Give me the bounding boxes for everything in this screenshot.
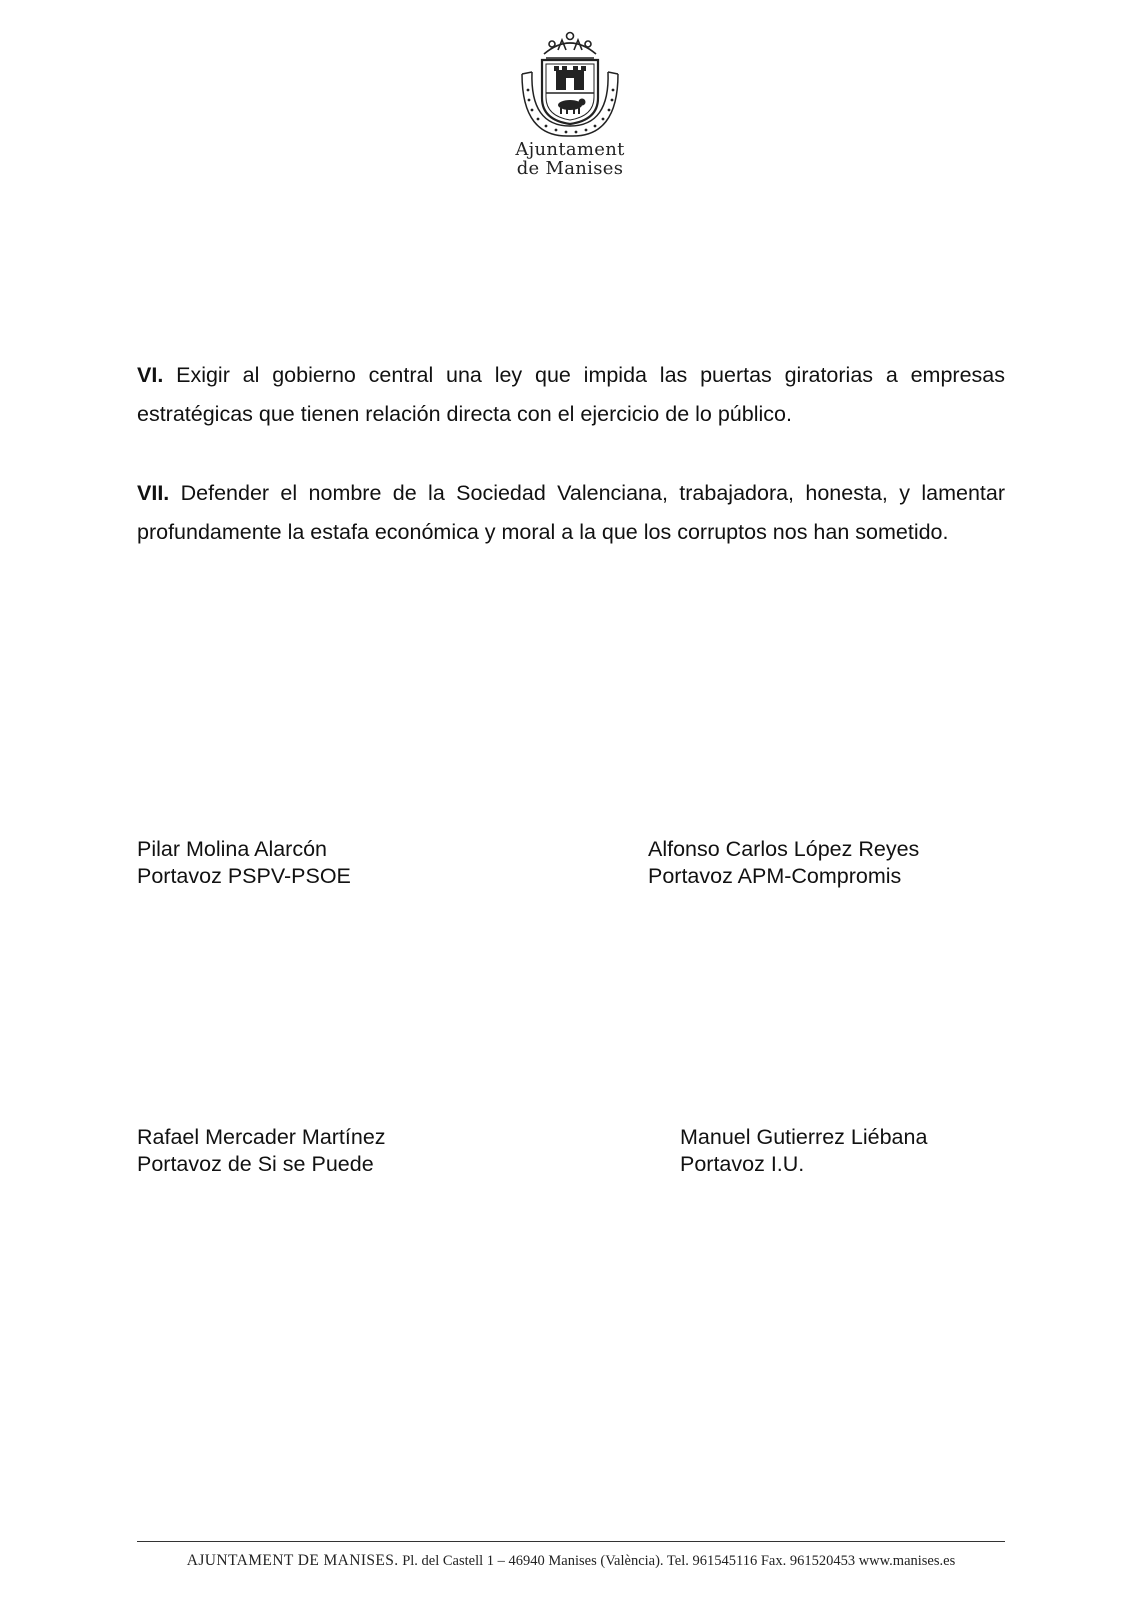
signatory-role: Portavoz PSPV-PSOE [137,864,351,888]
signatory-role: Portavoz de Si se Puede [137,1152,374,1176]
paragraph-vi [137,356,1005,434]
paragraph-vii [137,474,1005,552]
signature-block [137,836,351,890]
signature-block [680,1124,927,1178]
paragraph-text: Defender el nombre de la Sociedad Valenciana, trabajadora, honesta, y lamentar profundamente la estafa económica y moral a la que los corruptos nos han sometido. [137,481,1005,544]
footer-divider [137,1541,1005,1542]
paragraph-number: VII. [137,481,170,505]
paragraph-number: VI. [137,363,164,387]
logo-title-line1: Ajuntament [515,139,625,160]
signatory-name: Manuel Gutierrez Liébana [680,1125,928,1149]
signature-block [137,1124,386,1178]
signatory-name: Pilar Molina Alarcón [137,837,328,861]
paragraph-text: Exigir al gobierno central una ley que impida las puertas giratorias a empresas estratégicas que tienen relación directa con el ejercicio de lo público. [137,363,1005,426]
signatory-name: Alfonso Carlos López Reyes [648,837,920,861]
signatory-role: Portavoz I.U. [680,1152,805,1176]
footer-contact-details: Pl. del Castell 1 – 46940 Manises (València). Tel. 961545116 Fax. 961520453 www.manises.es [398,1553,956,1569]
footer-org-name: AJUNTAMENT DE MANISES. [186,1552,399,1569]
footer-address [137,1552,1005,1570]
coat-of-arms-icon [500,28,640,140]
logo-title-line2: de Manises [516,158,624,179]
signatory-role: Portavoz APM-Compromis [648,864,902,888]
ajuntament-logo [500,28,640,188]
signatory-name: Rafael Mercader Martínez [137,1125,386,1149]
signature-block [648,836,919,890]
